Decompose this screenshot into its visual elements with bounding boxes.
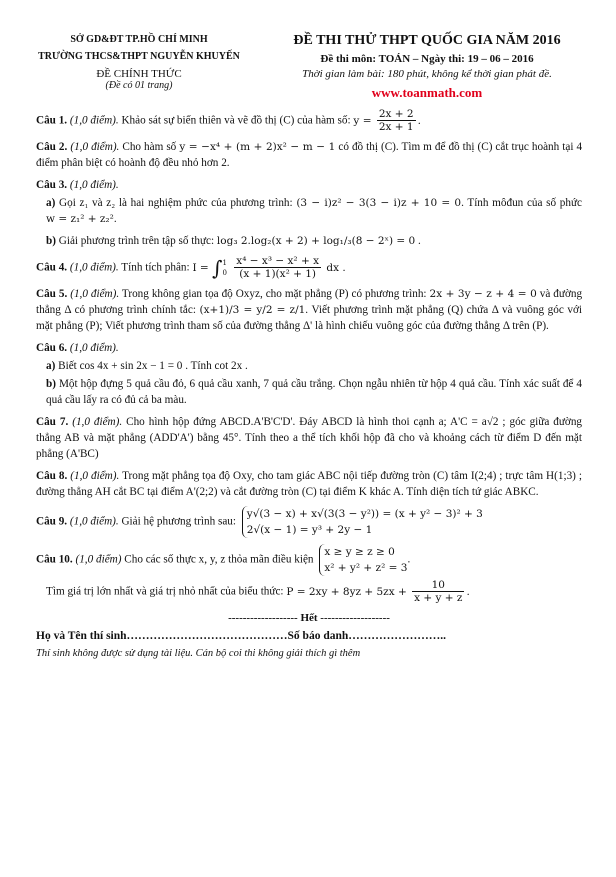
equation: (3 − i)z² − 3(3 − i)z + 10 = 0	[296, 197, 462, 209]
question-label: Câu 3.	[36, 179, 68, 191]
integral-limits	[222, 258, 226, 278]
question-9	[36, 506, 582, 538]
question-points: (1,0 điểm).	[70, 288, 120, 300]
official-label: ĐỀ CHÍNH THỨC	[96, 68, 182, 80]
numerator: 10	[412, 579, 464, 592]
part-text: Một hộp đựng 5 quả cầu đỏ, 6 quả cầu xanh, 7 quả cầu trắng. Chọn ngẫu nhiên từ hộp 4 quả cầu. Tính xác suất để 4 quả cầu lấy ra có đủ cả ba màu.	[46, 378, 582, 406]
website-link[interactable]: www.toanmath.com	[371, 85, 483, 100]
question-label: Câu 8.	[36, 470, 68, 482]
lower-limit: 0	[222, 268, 227, 277]
question-text-continued: có đồ thị (C). Tìm m để đồ thị (C) cắt trục hoành tại 4 điểm phân biệt có hoành độ đều nhỏ hơn 2.	[36, 141, 583, 169]
part-text: Gọi z₁ và z₂ là hai nghiệm phức của phương trình:	[59, 197, 293, 209]
header-right	[272, 33, 582, 101]
exam-title: ĐỀ THI THỬ THPT QUỐC GIA NĂM 2016	[293, 33, 561, 48]
question-text-end: . Viết phương trình mặt phẳng (Q) chứa Δ và vuông góc với mặt phẳng (P); Viết phương trình tham số của đường thẳng Δ' là hình chiếu vuông góc của đường thẳng Δ trên (P).	[36, 304, 582, 332]
numerator: x⁴ − x³ − x² + x	[236, 255, 320, 267]
part-text: Biết cos 4x + sin 2x − 1 = 0 . Tính cot 2x .	[58, 360, 248, 372]
question-text: Cho hàm số	[122, 141, 177, 153]
question-points: (1,0 điểm).	[70, 470, 120, 482]
question-points: (1,0 điểm).	[69, 515, 119, 528]
exam-time: Thời gian làm bài: 180 phút, không kể thời gian phát đề.	[302, 68, 552, 80]
school-name: TRƯỜNG THCS&THPT NGUYỄN KHUYẾN	[38, 51, 240, 62]
exam-note: Thí sinh không được sử dụng tài liệu. Cán bộ coi thi không giải thích gì thêm	[36, 648, 361, 659]
question-text: Cho hình hộp đứng ABCD.A'B'C'D'. Đáy ABCD là hình thoi cạnh a; A'C = a√2 ; góc giữa đường thẳng AB và mặt phẳng (ADD'A') bằng 45°. Tính theo a thể tích khối hộp đã cho và khoảng cách từ điểm D đến mặt phẳng (A'BC)	[36, 416, 583, 460]
department-name: SỞ GD&ĐT TP.HỒ CHÍ MINH	[70, 34, 208, 45]
question-label: Câu 5.	[36, 288, 68, 300]
question-10: Câu 10. (1,0 điểm) Cho các số thực x, y, z thỏa mãn điều kiện x ≥ y ≥ z ≥ 0 x² + y² + z² = 3 .	[36, 546, 411, 574]
function-expression: y = $\frac{2x + 2}{2x + 1}$ .	[353, 108, 421, 133]
part-label: a)	[46, 360, 56, 372]
condition-1: x ≥ y ≥ z ≥ 0	[324, 546, 395, 558]
denominator: 2x + 1	[378, 121, 414, 133]
question-label: Câu 10.	[36, 553, 73, 566]
end-divider: ------------------- Hết -------------------	[228, 612, 390, 624]
exam-header	[36, 0, 582, 108]
integral-sign: ∫	[212, 255, 223, 280]
header-left	[36, 34, 242, 91]
equation-1: y√(3 − x) + x√(3(3 − y²)) = (x + y² − 3)² + 3	[246, 508, 483, 520]
question-5	[36, 286, 582, 334]
question-points: (1,0 điểm).	[69, 114, 119, 127]
question-text: Tính tích phân:	[121, 261, 190, 274]
question-points: (1,0 điểm)	[75, 553, 122, 566]
question-6	[36, 340, 582, 356]
page-count: (Đề có 01 trang)	[105, 80, 173, 91]
denominator: (x + 1)(x² + 1)	[239, 268, 317, 280]
condition-2: x² + y² + z² = 3	[324, 562, 408, 574]
question-points: (1,0 điểm).	[69, 179, 119, 191]
question-label: Câu 6.	[36, 342, 68, 354]
question-text: Khảo sát sự biến thiên và vẽ đồ thị (C) của hàm số:	[121, 114, 351, 127]
candidate-info-line: Họ và Tên thí sinh……………………………………Số báo danh……………………..	[36, 630, 447, 642]
equation: log₃ 2.log₂(x + 2) + log₁/₃(8 − 2ˣ) = 0	[216, 235, 416, 247]
line-equation: (x+1)/3 = y/2 = z/1	[199, 304, 306, 316]
equation-2: 2√(x − 1) = y³ + 2y − 1	[246, 524, 373, 536]
question-3	[36, 177, 582, 193]
question-6b	[46, 376, 582, 408]
part-label: b)	[46, 235, 56, 247]
question-text: Trong không gian tọa độ Oxyz, cho mặt phẳng (P) có phương trình:	[121, 288, 427, 300]
question-8	[36, 468, 582, 500]
part-text-continued: . Tính môđun của số phức	[461, 197, 583, 209]
part-label: a)	[46, 197, 56, 209]
expression-part: P = 2xy + 8yz + 5zx +	[286, 585, 407, 598]
question-3a: a) Gọi z₁ và z₂ là hai nghiệm phức của phương trình: (3 − i)z² − 3(3 − i)z + 10 = 0. Tính môđun của số phức w = z₁² + z₂².	[46, 197, 583, 225]
part-label: b)	[46, 378, 56, 390]
question-text: Trong mặt phẳng tọa độ Oxy, cho tam giác ABC nội tiếp đường tròn (C) tâm I(2;4) ; trực tâm H(1;3) ; đường thẳng AH cắt BC tại điểm A'(2;2) và cắt đường tròn (C) tại điểm K khác A. Tính diện tích tứ giác ABKC.	[36, 470, 582, 498]
question-points: (1,0 điểm).	[69, 261, 119, 274]
question-points: (1,0 điểm).	[69, 342, 119, 354]
question-text-continued: và đường thẳng Δ có phương trình chính tắc:	[36, 288, 583, 316]
numerator: 2x + 2	[378, 108, 414, 120]
question-points: (1,0 điểm).	[72, 416, 123, 428]
question-3b: b) Giải phương trình trên tập số thực: log₃ 2.log₂(x + 2) + log₁/₃(8 − 2ˣ) = 0 .	[46, 235, 421, 247]
fraction	[234, 255, 321, 280]
question-points: (1,0 điểm).	[70, 141, 120, 153]
question-text: Giải hệ phương trình sau:	[121, 515, 236, 528]
exam-subject: Đề thi môn: TOÁN – Ngày thi: 19 – 06 – 2016	[320, 53, 534, 65]
question-6a	[46, 358, 582, 374]
question-text: Cho các số thực x, y, z thỏa mãn điều kiện	[124, 553, 314, 566]
part-text: Giải phương trình trên tập số thực:	[58, 235, 215, 247]
question-label: Câu 4.	[36, 261, 68, 274]
question-label: Câu 1.	[36, 114, 68, 127]
fraction	[377, 108, 416, 133]
question-label: Câu 7.	[36, 416, 69, 428]
question-2	[36, 139, 582, 171]
function-expression: y = −x⁴ + (m + 2)x² − m − 1	[179, 141, 336, 153]
integral-expression: I = ∫ 1 0 $\frac{\text{x⁴ − x³ − x² + x}}{\text{(x + 1)(x² + 1)}}$ dx .	[192, 255, 346, 280]
upper-limit: 1	[222, 258, 227, 267]
question-4	[36, 255, 582, 280]
condition-system	[319, 544, 407, 576]
question-10-task	[46, 579, 582, 604]
question-1	[36, 108, 582, 133]
plane-equation: 2x + 3y − z + 4 = 0	[429, 288, 537, 300]
fraction	[412, 579, 464, 604]
equation-system	[242, 506, 483, 538]
expression: w = z₁² + z₂²	[46, 213, 114, 225]
question-text-continued: Tìm giá trị lớn nhất và giá trị nhỏ nhất của biểu thức:	[46, 585, 284, 598]
objective-expression: P = 2xy + 8yz + 5zx + $\frac{10}{x + y + z}$ .	[286, 579, 470, 604]
question-7	[36, 414, 582, 462]
question-label: Câu 2.	[36, 141, 68, 153]
question-label: Câu 9.	[36, 515, 68, 528]
denominator: x + y + z	[414, 592, 463, 604]
